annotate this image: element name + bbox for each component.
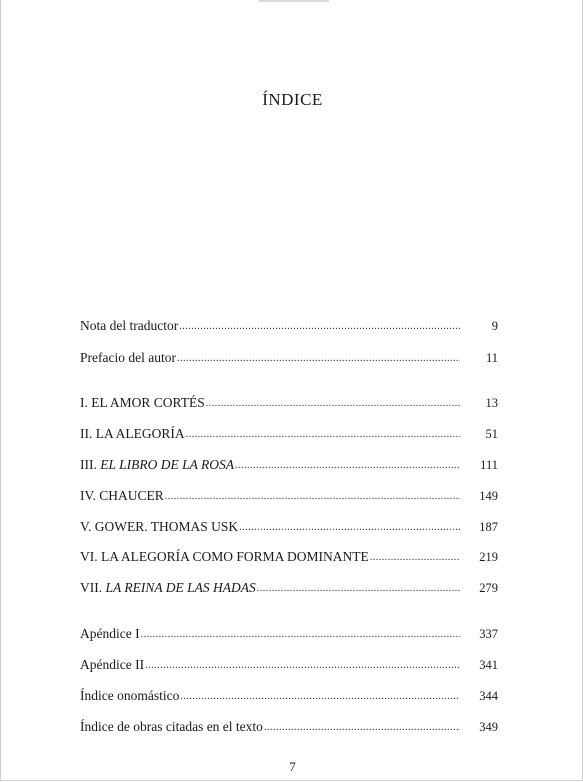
toc-entry-page: 111: [480, 458, 498, 472]
toc-entry-page: 341: [479, 658, 498, 672]
toc-entry-label: III.: [80, 457, 101, 472]
dot-leader: [141, 629, 460, 640]
toc-entry-page: 349: [479, 720, 498, 734]
toc-entry: [80, 426, 498, 446]
toc-entry-label: I. EL AMOR CORTÉS: [80, 395, 205, 410]
dot-leader: [264, 722, 460, 733]
dot-leader: [239, 522, 460, 533]
toc-entry: [80, 549, 498, 569]
dot-leader: [177, 353, 460, 364]
toc-entry-label: Índice onomástico: [80, 688, 180, 703]
toc-entry-label: Prefacio del autor: [80, 350, 176, 365]
dot-leader: [179, 321, 460, 332]
toc-entry: [80, 626, 498, 646]
toc-entry: [80, 488, 498, 508]
toc-entry-label: V. GOWER. THOMAS USK: [80, 519, 239, 534]
toc-entry-label-italic: EL LIBRO DE LA ROSA: [100, 457, 235, 472]
toc-entry-page: 11: [485, 351, 498, 365]
page-title: ÍNDICE: [262, 90, 323, 109]
toc-entry-label: Apéndice II: [80, 657, 145, 672]
toc-entry: [80, 519, 498, 539]
toc-entry: [80, 580, 498, 600]
dot-leader: [370, 552, 460, 563]
dot-leader: [180, 691, 460, 702]
toc-entry: [80, 457, 498, 477]
top-edge-mark: [259, 0, 329, 2]
toc-entry-label-italic: LA REINA DE LAS HADAS: [105, 580, 256, 595]
toc-entry: [80, 350, 498, 370]
toc-entry-label: VI. LA ALEGORÍA COMO FORMA DOMINANTE: [80, 549, 369, 564]
dot-leader: [186, 429, 460, 440]
toc-entry-page: 13: [485, 396, 498, 410]
dot-leader: [165, 491, 460, 502]
toc-entry: [80, 395, 498, 415]
toc-entry-page: 279: [479, 581, 498, 595]
toc-entry-label: Apéndice I: [80, 626, 140, 641]
toc-entry-page: 337: [479, 627, 498, 641]
toc-entry: [80, 318, 498, 338]
dot-leader: [257, 583, 460, 594]
toc-entry-label: Índice de obras citadas en el texto: [80, 719, 263, 734]
toc-entry-page: 9: [491, 319, 498, 333]
toc-entry-label: IV. CHAUCER: [80, 488, 164, 503]
toc-entry-label: Nota del traductor: [80, 318, 179, 333]
toc-entry-page: 344: [479, 689, 498, 703]
toc-entry-page: 149: [479, 489, 498, 503]
dot-leader: [235, 460, 460, 471]
dot-leader: [145, 660, 460, 671]
toc-entry-label: II. LA ALEGORÍA: [80, 426, 185, 441]
toc-entry: [80, 688, 498, 708]
dot-leader: [206, 398, 460, 409]
toc-entry-page: 51: [485, 427, 498, 441]
toc-entry: [80, 657, 498, 677]
toc-entry: [80, 719, 498, 739]
table-of-contents: [80, 318, 498, 734]
toc-entry-page: 187: [479, 520, 498, 534]
toc-entry-label: VII.: [80, 580, 106, 595]
page-number: 7: [289, 759, 296, 774]
toc-entry-page: 219: [479, 550, 498, 564]
